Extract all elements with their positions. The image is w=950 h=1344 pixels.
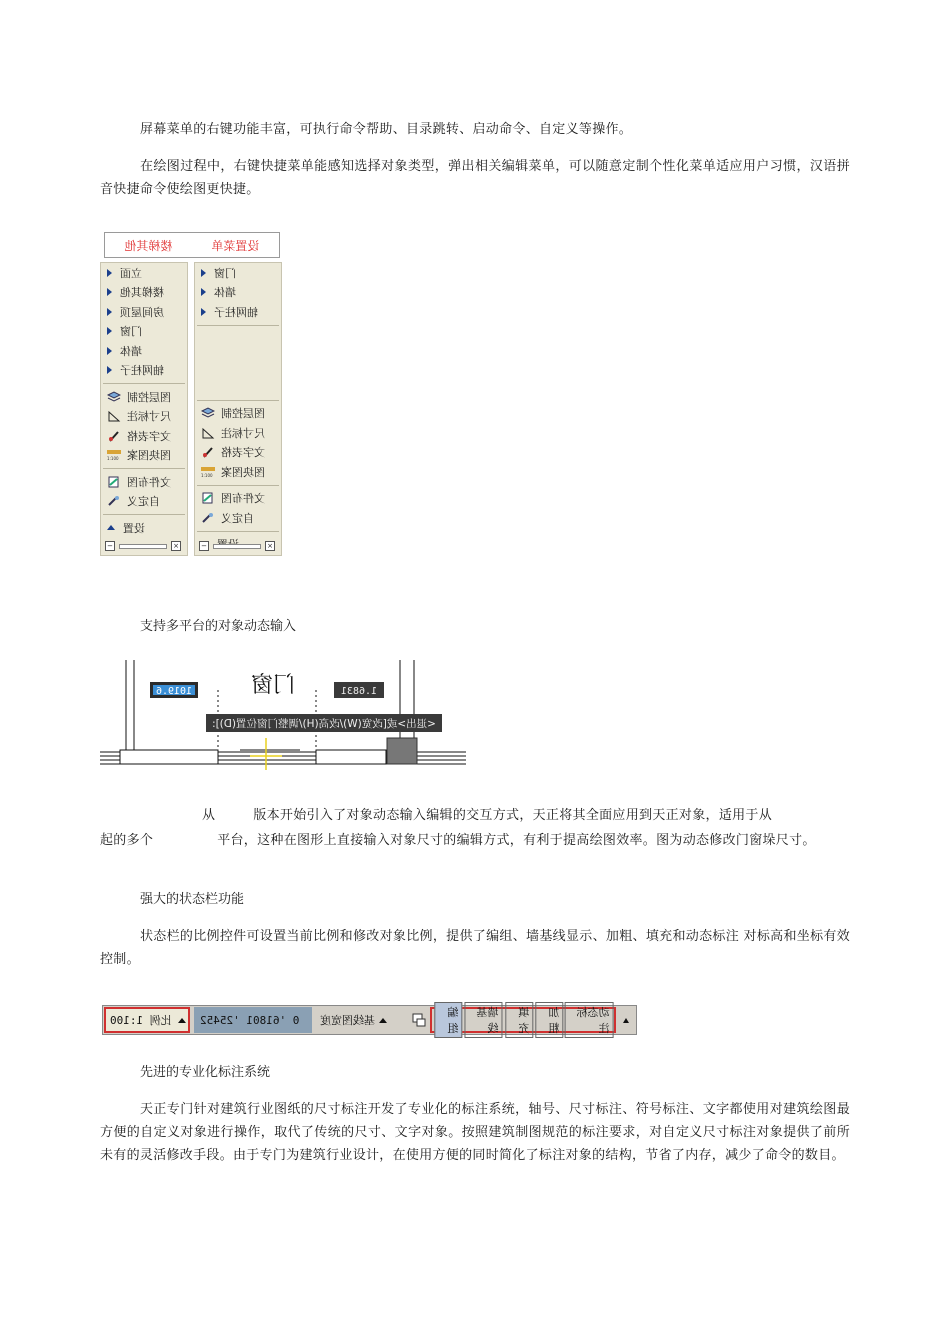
dynamic-input-figure bbox=[100, 660, 466, 770]
svg-text:1:100: 1:100 bbox=[201, 472, 213, 478]
collapse-arrow-icon bbox=[107, 525, 115, 530]
menu-item: 1:100 图块图案 bbox=[107, 449, 171, 463]
custom-icon bbox=[107, 495, 121, 507]
scale-icon bbox=[107, 449, 121, 461]
menu-item: 立面 bbox=[101, 263, 187, 283]
lock-icon[interactable] bbox=[410, 1007, 428, 1033]
text-icon bbox=[107, 430, 121, 442]
menu-tab-1: 设置菜单 bbox=[211, 238, 260, 253]
dropdown-arrow-icon bbox=[379, 1018, 387, 1023]
heading-dynamic-input: 支持多平台的对象动态输入 bbox=[140, 619, 297, 634]
menu-item: 墙体 bbox=[101, 341, 187, 361]
coordinate-readout: 0 '61801 '25452 bbox=[194, 1007, 312, 1033]
menu-item: 轴网柱子 bbox=[195, 302, 281, 322]
menu-tabs bbox=[104, 232, 280, 258]
screen-menu-figure bbox=[100, 230, 282, 554]
toggle-bold[interactable]: 加粗 bbox=[535, 1002, 563, 1038]
file-layout-icon bbox=[107, 476, 121, 488]
toggle-dynamic-dimension[interactable]: 动态标注 bbox=[565, 1002, 614, 1038]
file-layout-icon bbox=[201, 492, 215, 504]
submenu-arrow-icon bbox=[107, 366, 112, 374]
menu-item: 墙体 bbox=[195, 283, 281, 303]
text-icon bbox=[201, 446, 215, 458]
toggle-wall-baseline[interactable]: 墙基线 bbox=[464, 1002, 502, 1038]
layers-icon bbox=[107, 391, 121, 403]
toggle-group bbox=[430, 1007, 616, 1033]
menu-item: 门窗 bbox=[195, 263, 281, 283]
menu-item: 设置 bbox=[101, 518, 187, 538]
dimension-icon bbox=[107, 410, 121, 422]
paragraph-annotation-system: 天正专门针对建筑行业图纸的尺寸标注开发了专业化的标注系统，轴号、尺寸标注、符号标注、文字都使用对建筑绘图最方便的自定义对象进行操作，取代了传统的尺寸、文字对象。按照建筑制图规范的标注要求，对自定义尺寸标注对象提供了前所未有的灵活修改手段。由于专门为建筑行业设计，在使用方便的同时简化了标注对象的结构，节省了内存，减少了命令的数目。 bbox=[100, 1102, 850, 1163]
menu-item: 尺寸标注 bbox=[195, 423, 281, 443]
menu-item: 文字表格 bbox=[195, 443, 281, 463]
height-input-field[interactable] bbox=[334, 682, 384, 698]
submenu-arrow-icon bbox=[107, 327, 112, 335]
menu-item: 自定义 bbox=[195, 508, 281, 528]
submenu-arrow-icon bbox=[201, 308, 206, 316]
scroll-bar bbox=[213, 544, 261, 549]
svg-text:<退出>或[改宽(W)/改高(H)/调整门窗位置(D)]:: <退出>或[改宽(W)/改高(H)/调整门窗位置(D)]: bbox=[212, 718, 436, 730]
menu-item: 自定义 bbox=[101, 492, 187, 512]
menu-item: 尺寸标注 bbox=[101, 407, 187, 427]
menu-item: 文字表格 bbox=[101, 426, 187, 446]
menu-item: 房间屋顶 bbox=[101, 302, 187, 322]
menu-item: 1:100 图块图案 bbox=[201, 465, 265, 479]
menu-item: 文件布图 bbox=[101, 472, 187, 492]
menu-panel-left bbox=[100, 262, 188, 556]
minimize-icon: − bbox=[199, 541, 209, 551]
door-label: 门窗 bbox=[250, 673, 296, 698]
menu-item: 文件布图 bbox=[195, 489, 281, 509]
toggle-fill[interactable]: 填充 bbox=[505, 1002, 533, 1038]
status-menu-button[interactable] bbox=[620, 1007, 632, 1033]
close-icon: × bbox=[265, 541, 275, 551]
submenu-arrow-icon bbox=[201, 269, 206, 277]
svg-text:1.6831: 1.6831 bbox=[340, 686, 378, 697]
command-prompt bbox=[206, 714, 442, 732]
submenu-arrow-icon bbox=[107, 347, 112, 355]
heading-annotation-system: 先进的专业化标注系统 bbox=[140, 1065, 271, 1080]
up-arrow-icon bbox=[623, 1018, 629, 1023]
dropdown-arrow-icon bbox=[178, 1018, 186, 1023]
toggle-group-button[interactable]: 编组 bbox=[434, 1002, 462, 1038]
dimension-icon bbox=[201, 427, 215, 439]
custom-icon bbox=[201, 512, 215, 524]
svg-text:1:100: 1:100 bbox=[107, 456, 119, 462]
width-input-field[interactable] bbox=[150, 682, 198, 698]
close-icon: × bbox=[171, 541, 181, 551]
menu-item: 楼梯其他 bbox=[101, 283, 187, 303]
paragraph-status-bar: 状态栏的比例控件可设置当前比例和修改对象比例，提供了编组、墙基线显示、加粗、填充和动态标注 对标高和坐标有效 控制。 bbox=[100, 929, 850, 967]
scale-control[interactable]: 比例 1:100 bbox=[104, 1007, 190, 1033]
status-bar-figure bbox=[102, 1005, 637, 1035]
menu-panel-right bbox=[194, 262, 282, 556]
paragraph-dynamic-input: 从 版本开始引入了对象动态输入编辑的交互方式，天正将其全面应用到天正对象，适用于从 起的多个 平台，这种在图形上直接输入对象尺寸的编辑方式，有利于提高绘图效率。图为动态修改门窗垛尺寸。 bbox=[100, 808, 816, 848]
svg-text:1019.6: 1019.6 bbox=[155, 686, 193, 697]
menu-item: 图层控制 bbox=[101, 387, 187, 407]
menu-item: 门窗 bbox=[101, 322, 187, 342]
baseline-dropdown[interactable]: 基线图宽度 bbox=[316, 1007, 408, 1033]
menu-tab-2: 楼梯其他 bbox=[124, 238, 173, 253]
submenu-arrow-icon bbox=[201, 288, 206, 296]
menu-item: 轴网柱子 bbox=[101, 361, 187, 381]
paragraph-right-click-menu: 在绘图过程中，右键快捷菜单能感知选择对象类型，弹出相关编辑菜单，可以随意定制个性化菜单适应用户习惯，汉语拼音快捷命令使绘图更快捷。 bbox=[100, 159, 850, 197]
menu-item: 图层控制 bbox=[195, 404, 281, 424]
scroll-bar bbox=[119, 544, 167, 549]
heading-status-bar: 强大的状态栏功能 bbox=[140, 892, 245, 907]
scale-icon bbox=[201, 466, 215, 478]
minimize-icon: − bbox=[105, 541, 115, 551]
submenu-arrow-icon bbox=[107, 308, 112, 316]
layers-icon bbox=[201, 407, 215, 419]
submenu-arrow-icon bbox=[107, 288, 112, 296]
paragraph-context-menu: 屏幕菜单的右键功能丰富，可执行命令帮助、目录跳转、启动命令、自定义等操作。 bbox=[140, 122, 633, 137]
submenu-arrow-icon bbox=[107, 269, 112, 277]
